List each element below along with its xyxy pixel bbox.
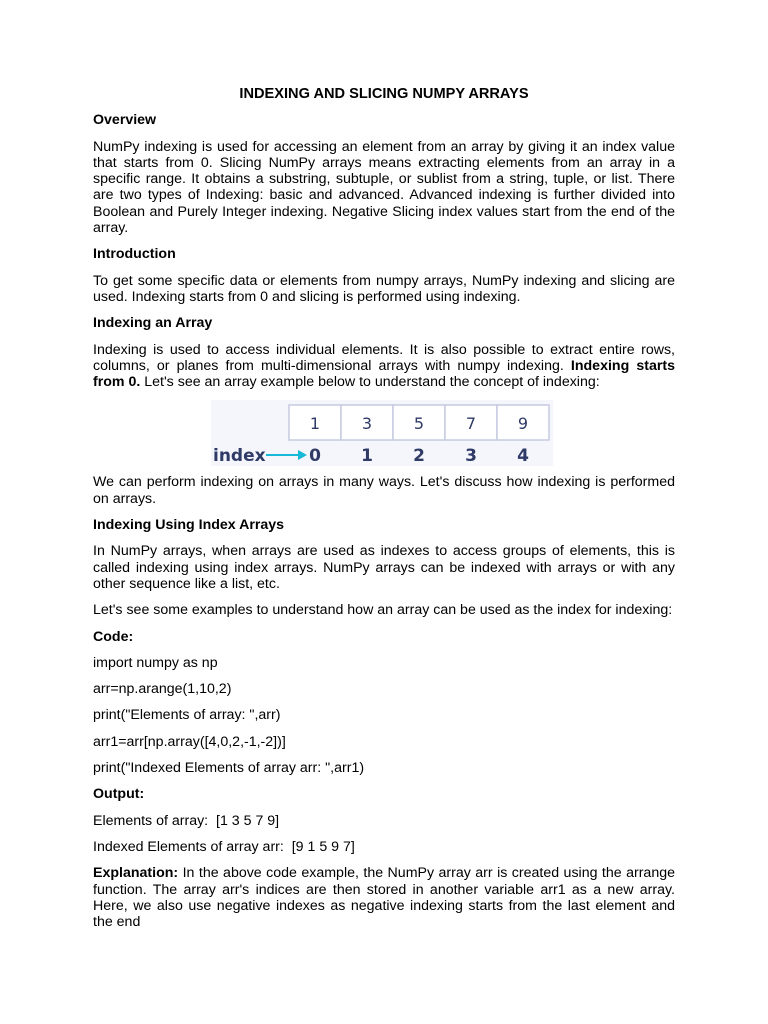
indexing-array-text-end: Let's see an array example below to understand the concept of indexing: [140,374,600,391]
code-line: arr1=arr[np.array([4,0,2,-1,-2])] [93,733,286,750]
indexing-array-paragraph [93,342,675,391]
code-line: arr=np.arange(1,10,2) [93,681,232,698]
explanation-text: In the above code example, the NumPy array arr is created using the arrange function. The array arr's indices are then stored in another variable arr1 as a new array. Here, we also use negative indexes as negative indexing starts from the last element and the end [93,865,675,931]
document-title: INDEXING AND SLICING NUMPY ARRAYS [239,86,529,102]
indexing-array-heading: Indexing an Array [93,315,213,332]
index-diagram [93,400,675,466]
index-number: 3 [465,446,477,467]
code-line: print("Elements of array: ",arr) [93,707,281,724]
array-value: 9 [517,414,529,434]
index-number: 0 [309,446,321,467]
code-heading: Code: [93,628,134,645]
index-arrays-paragraph-2: Let's see some examples to understand how an array can be used as the index for indexing: [93,602,673,619]
overview-heading: Overview [93,112,157,129]
introduction-paragraph: To get some specific data or elements from numpy arrays, NumPy indexing and slicing are used. Indexing starts from 0 and slicing is performed using indexing. [93,272,675,305]
index-number: 4 [517,446,529,467]
explanation-paragraph [93,865,675,930]
array-value: 5 [413,414,425,434]
array-value: 7 [465,414,477,434]
output-line: Elements of array: [1 3 5 7 9] [93,812,280,829]
after-figure-paragraph: We can perform indexing on arrays in many ways. Let's discuss how indexing is performed on arrays. [93,474,675,507]
value-boxes [289,405,549,440]
output-heading: Output: [93,786,145,803]
document-body [93,86,675,940]
index-number: 2 [413,446,425,467]
overview-paragraph: NumPy indexing is used for accessing an element from an array by giving it an index value that starts from 0. Slicing NumPy arrays means extracting elements from an array in a specific range. It obtains a substring, subtuple, or sublist from a string, tuple, or list. There are two types of Indexing: basic and advanced. Advanced indexing is further divided into Boolean and Purely Integer indexing. Negative Slicing index values start from the end of the array. [93,138,675,237]
code-line: print("Indexed Elements of array arr: ",arr1) [93,760,365,777]
index-arrays-heading: Indexing Using Index Arrays [93,517,285,534]
array-value: 1 [309,414,321,434]
index-number: 1 [361,446,373,467]
index-label: index [213,446,266,467]
index-arrays-paragraph: In NumPy arrays, when arrays are used as indexes to access groups of elements, this is called indexing using index arrays. NumPy arrays can be indexed with arrays or with any other sequence like a list, etc. [93,543,675,592]
indexing-array-text: Indexing is used to access individual elements. It is also possible to extract entire rows, columns, or planes from multi-dimensional arrays with numpy indexing. [93,341,675,374]
indexing-array-bold-text: Indexing starts from 0. [93,357,675,391]
code-line: import numpy as np [93,654,218,671]
introduction-heading: Introduction [93,246,176,263]
index-diagram-svg [211,400,553,466]
array-value: 3 [361,414,373,434]
explanation-label: Explanation: [93,865,179,882]
output-line: Indexed Elements of array arr: [9 1 5 9 7] [93,838,355,855]
